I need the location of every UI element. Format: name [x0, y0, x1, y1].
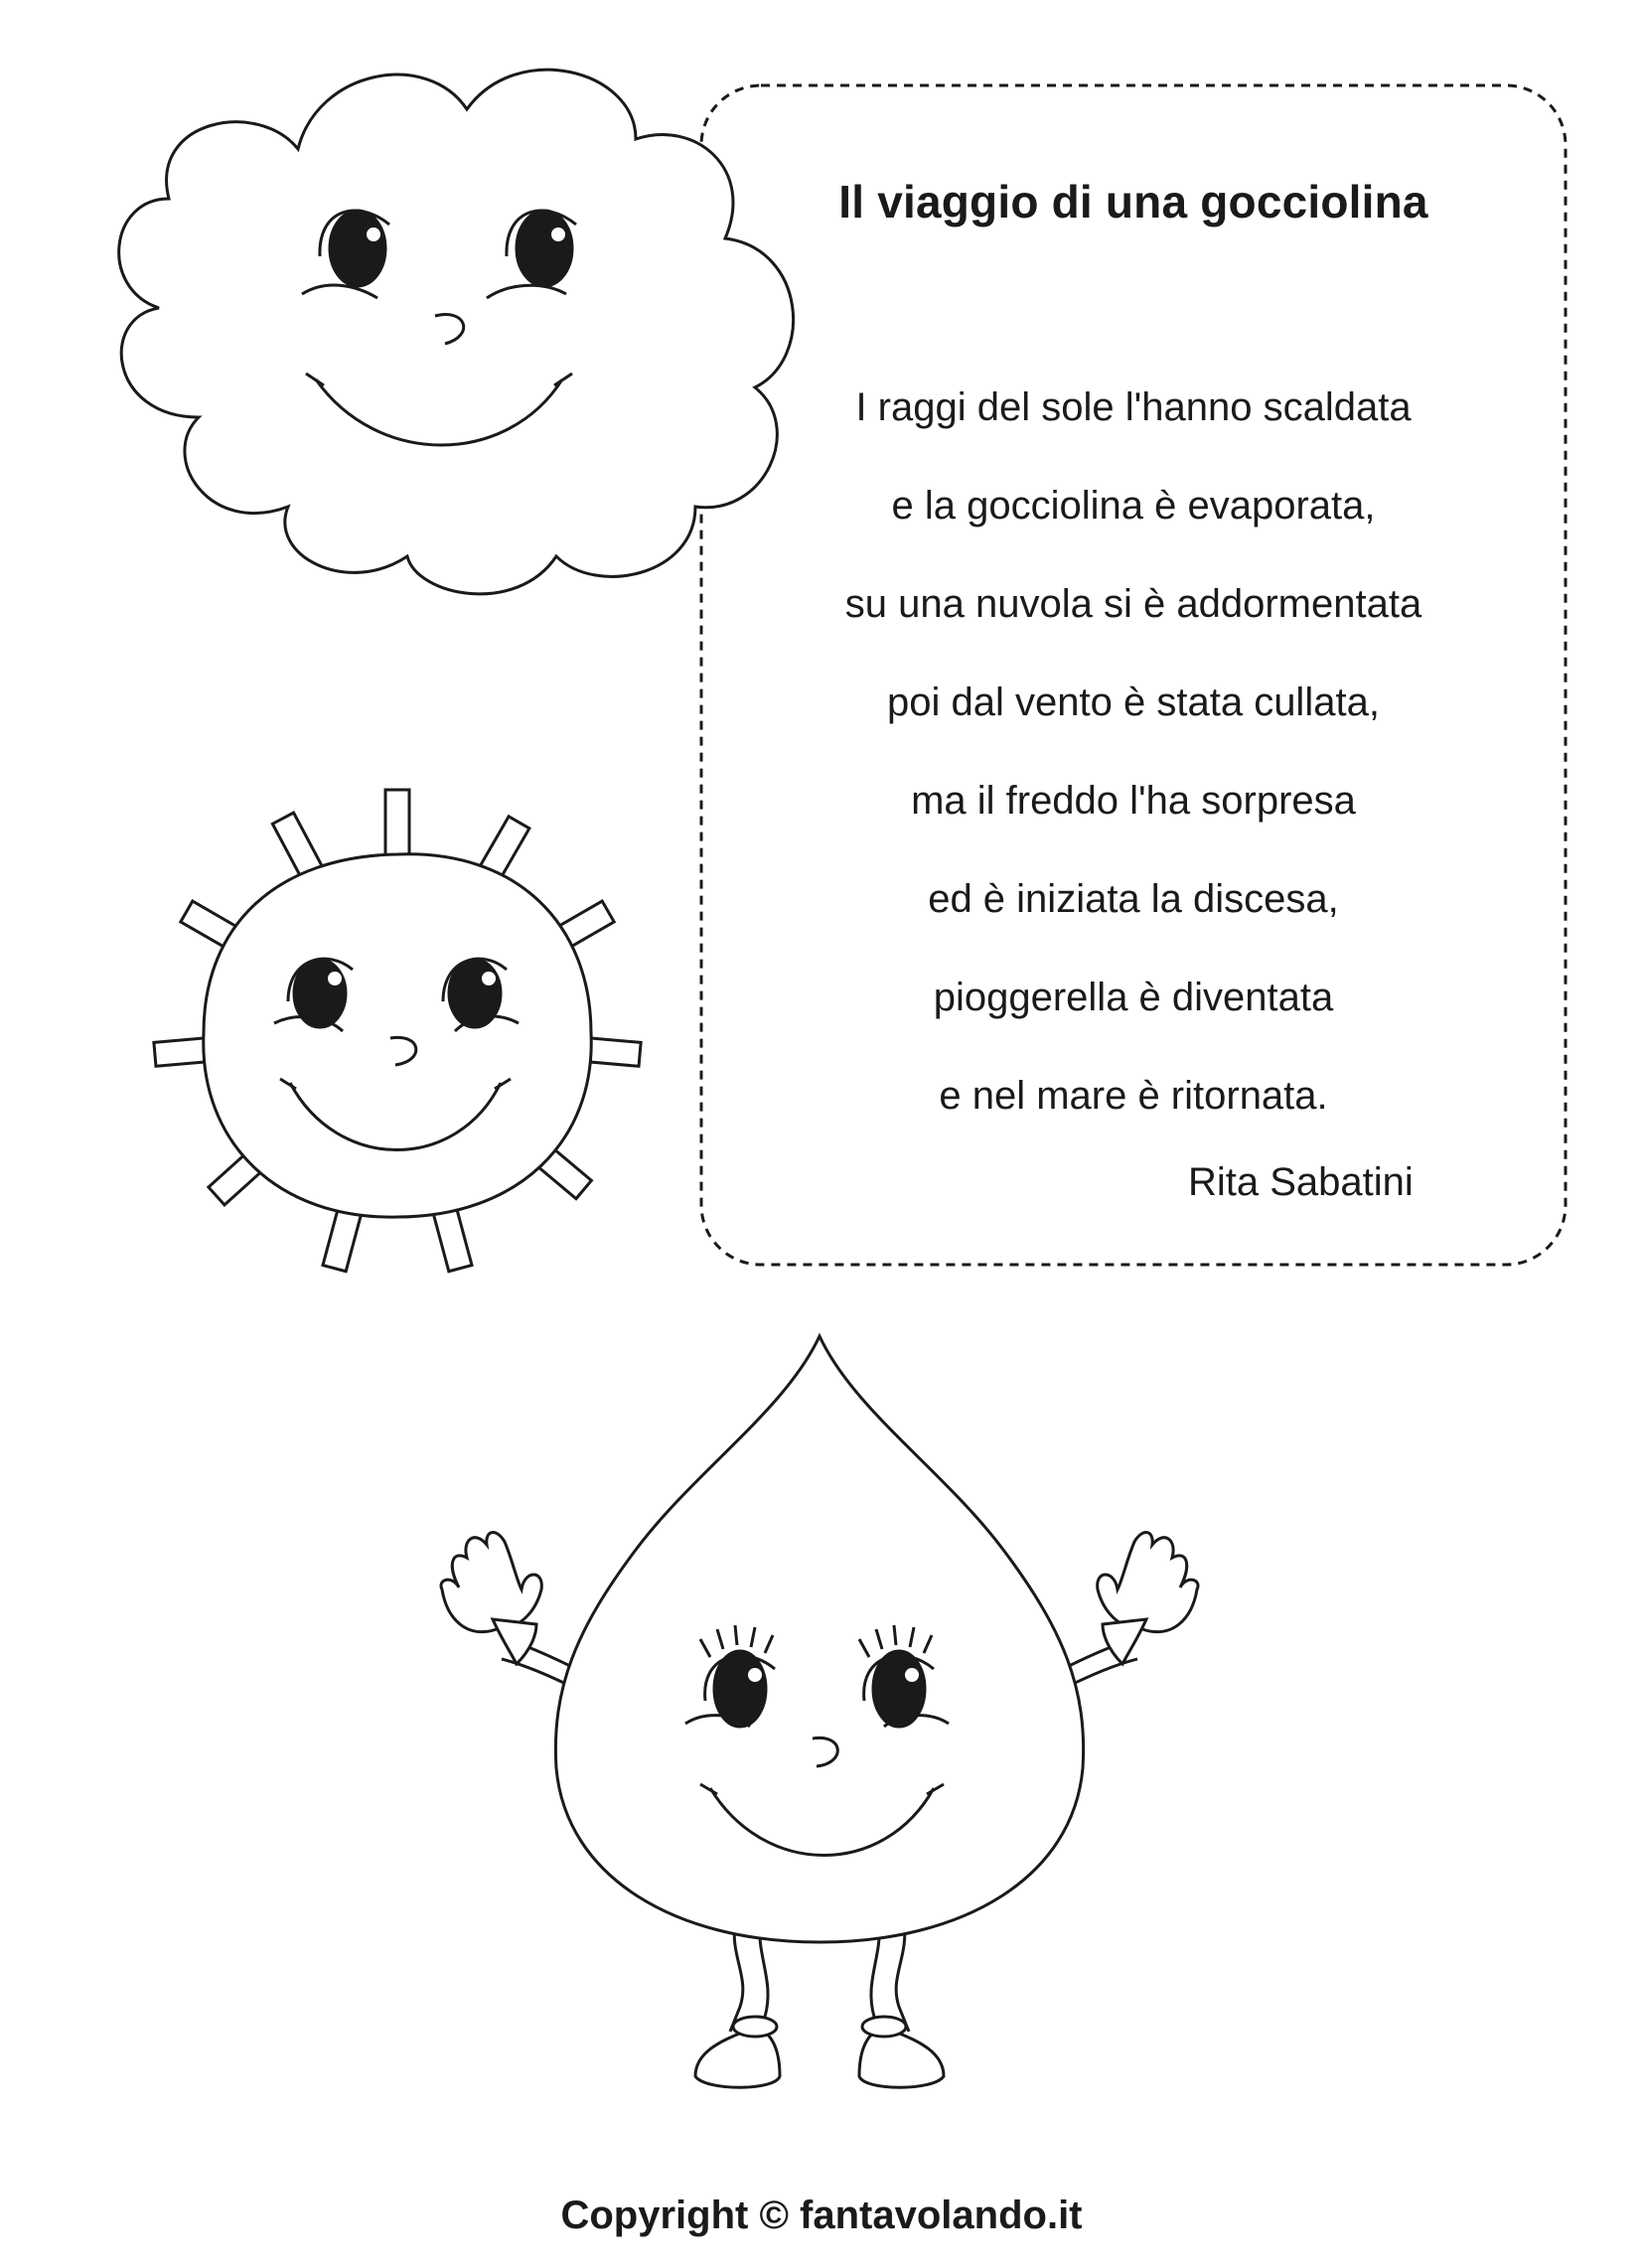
water-drop-illustration — [441, 1336, 1198, 2087]
poem-author: Rita Sabatini — [1188, 1160, 1414, 1204]
poem-line: I raggi del sole l'hanno scaldata — [855, 385, 1412, 429]
poem-title: Il viaggio di una gocciolina — [838, 176, 1428, 227]
poem-line: poi dal vento è stata cullata, — [887, 680, 1380, 724]
sun-illustration — [154, 790, 641, 1272]
poem-line: pioggerella è diventata — [933, 976, 1334, 1019]
poem-line: ed è iniziata la discesa, — [928, 877, 1339, 921]
poem-lines — [701, 378, 1566, 1164]
poem-line: e nel mare è ritornata. — [939, 1074, 1328, 1118]
poem-line: e la gocciolina è evaporata, — [891, 484, 1376, 528]
copyright-footer: Copyright © fantavolando.it — [560, 2193, 1083, 2237]
poem-line: ma il freddo l'ha sorpresa — [911, 779, 1356, 823]
cloud-illustration — [119, 70, 794, 594]
poem-line: su una nuvola si è addormentata — [844, 582, 1422, 626]
